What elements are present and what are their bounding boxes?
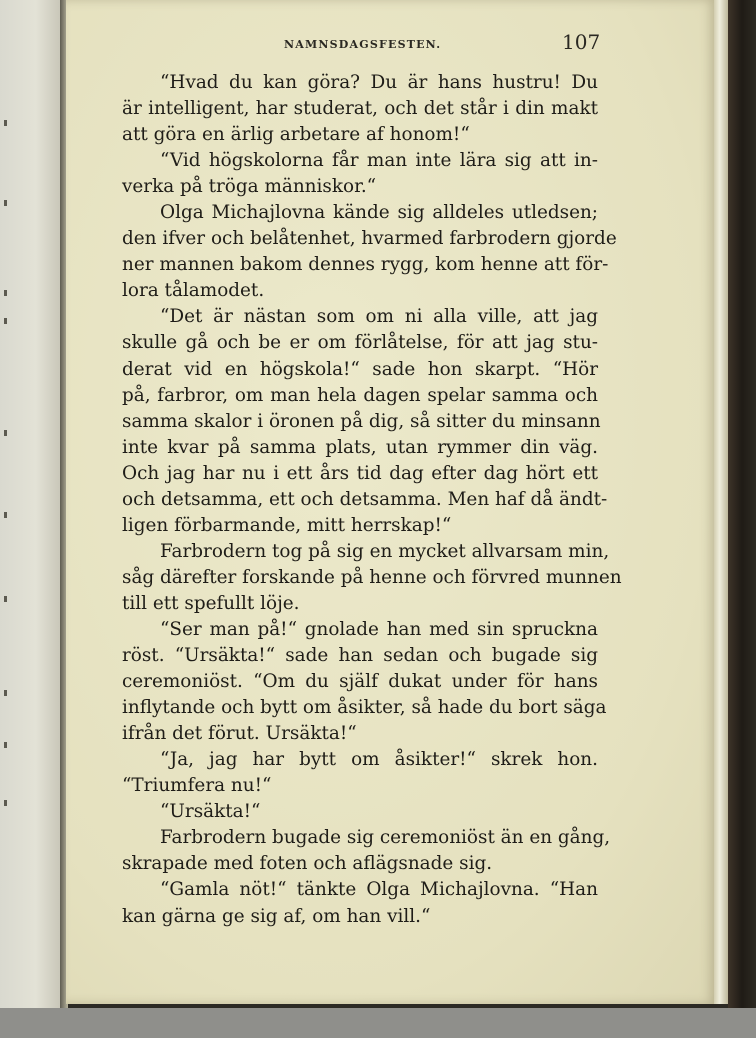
ink-speck [4, 120, 7, 126]
ink-speck [4, 290, 7, 296]
ink-speck [4, 800, 7, 806]
text-line: Farbrodern bugade sig ceremoniöst än en gång, [160, 827, 611, 849]
left-page-edge [0, 0, 61, 1008]
text-line: derat vid en högskola!“ sade hon skarpt. “Hör [122, 358, 598, 380]
text-line: Farbrodern tog på sig en mycket allvarsam min, [160, 540, 610, 562]
text-line: kan gärna ge sig af, om han vill.“ [122, 905, 431, 927]
text-line: “Hvad du kan göra? Du är hans hustru! Du [160, 72, 598, 93]
page-edge [714, 0, 728, 1004]
text-line: “Gamla nöt!“ tänkte Olga Michajlovna. “Han [160, 879, 598, 901]
text-line: verka på tröga människor.“ [122, 176, 377, 198]
text-line: Olga Michajlovna kände sig alldeles utledsen; [160, 202, 598, 224]
ink-speck [4, 742, 7, 748]
text-line: “Det är nästan som om ni alla ville, att jag [160, 306, 598, 328]
text-line: är intelligent, har studerat, och det står i din makt [122, 98, 598, 120]
text-line: ceremoniöst. “Om du själf dukat under för hans [122, 671, 598, 693]
bottom-margin-band [0, 1008, 756, 1038]
book-cover-edge [728, 0, 756, 1008]
ink-speck [4, 430, 7, 436]
text-line: skulle gå och be er om förlåtelse, för att jag stu- [122, 332, 598, 354]
text-line: såg därefter forskande på henne och förvred munnen [122, 566, 622, 588]
text-line: att göra en ärlig arbetare af honom!“ [122, 124, 470, 146]
ink-speck [4, 200, 7, 206]
text-line: ligen förbarmande, mitt herrskap!“ [122, 514, 452, 536]
text-line: och detsamma, ett och detsamma. Men haf då ändt- [122, 488, 608, 510]
text-line: lora tålamodet. [122, 280, 265, 302]
text-line: inflytande och bytt om åsikter, så hade du bort säga [122, 697, 607, 719]
text-line: Och jag har nu i ett års tid dag efter dag hört ett [122, 462, 598, 484]
text-line: skrapade med foten och aflägsnade sig. [122, 853, 493, 875]
ink-speck [4, 596, 7, 602]
body-text [122, 70, 622, 930]
ink-speck [4, 690, 7, 696]
text-line: till ett spefullt löje. [122, 592, 300, 614]
text-line: inte kvar på samma plats, utan rymmer din väg. [122, 436, 598, 458]
running-head: NAMNSDAGSFESTEN. [284, 38, 442, 51]
ink-speck [4, 512, 7, 518]
text-line: “Ja, jag har bytt om åsikter!“ skrek hon. [160, 749, 598, 771]
text-line: “Ser man på!“ gnolade han med sin spruckna [160, 618, 598, 640]
text-line: ner mannen bakom dennes rygg, kom henne att för- [122, 254, 609, 276]
text-line: röst. “Ursäkta!“ sade han sedan och bugade sig [122, 645, 598, 667]
text-line: den ifver och belåtenhet, hvarmed farbrodern gjorde [122, 228, 617, 250]
text-line: på, farbror, om man hela dagen spelar samma och [122, 384, 598, 406]
ink-speck [4, 318, 7, 324]
text-line: “Vid högskolorna får man inte lära sig att in- [160, 150, 598, 172]
text-line: “Triumfera nu!“ [122, 775, 272, 797]
page-number: 107 [562, 30, 601, 54]
text-line: “Ursäkta!“ [160, 801, 261, 823]
text-line: ifrån det förut. Ursäkta!“ [122, 723, 357, 745]
text-line: samma skalor i öronen på dig, så sitter du minsann [122, 410, 601, 432]
